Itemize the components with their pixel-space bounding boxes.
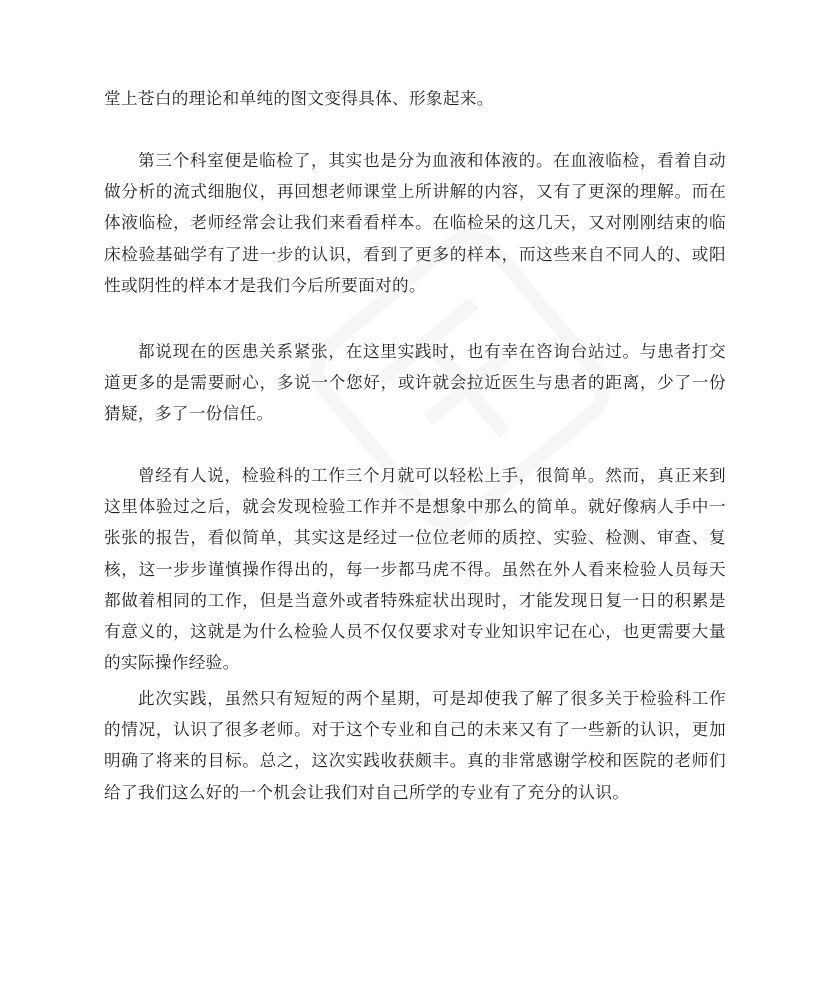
paragraph-lab-work: 曾经有人说，检验科的工作三个月就可以轻松上手，很简单。然而，真正来到这里体验过之后，就会发现检验工作并不是想象中那么的简单。就好像病人手中一张张的报告，看似简单，其实这是经过一位位老师的质控、实验、检测、审查、复核，这一步步谨慎操作得出的，每一步都马虎不得。虽然在外人看来检验人员每天都做着相同的工作，但是当意外或者特殊症状出现时，才能发现日复一日的积累是有意义的，这就是为什么检验人员不仅仅要求对专业知识牢记在心，也更需要大量的实际操作经验。 (104, 466, 726, 673)
paragraph-doctor-patient: 都说现在的医患关系紧张，在这里实践时，也有幸在咨询台站过。与患者打交道更多的是需要耐心，多说一个您好，或许就会拉近医生与患者的距离，少了一份猜疑，多了一份信任。 (104, 342, 726, 424)
paragraph-continued: 堂上苍白的理论和单纯的图文变得具体、形象起来。 (104, 89, 494, 108)
paragraph-conclusion: 此次实践，虽然只有短短的两个星期，可是却使我了解了很多关于检验科工作的情况，认识了很多老师。对于这个专业和自己的未来又有了一些新的认识，更加明确了将来的目标。总之，这次实践收获颇丰。真的非常感谢学校和医院的老师们给了我们这么好的一个机会让我们对自己所学的专业有了充分的认识。 (104, 689, 726, 802)
paragraph-lab-inspection: 第三个科室便是临检了，其实也是分为血液和体液的。在血液临检，看着自动做分析的流式细胞仪，再回想老师课堂上所讲解的内容，又有了更深的理解。而在体液临检，老师经常会让我们来看看样本。在临检呆的这几天，又对刚刚结束的临床检验基础学有了进一步的认识，看到了更多的样本，而这些来自不同人的、或阳性或阴性的样本才是我们今后所要面对的。 (104, 151, 726, 295)
